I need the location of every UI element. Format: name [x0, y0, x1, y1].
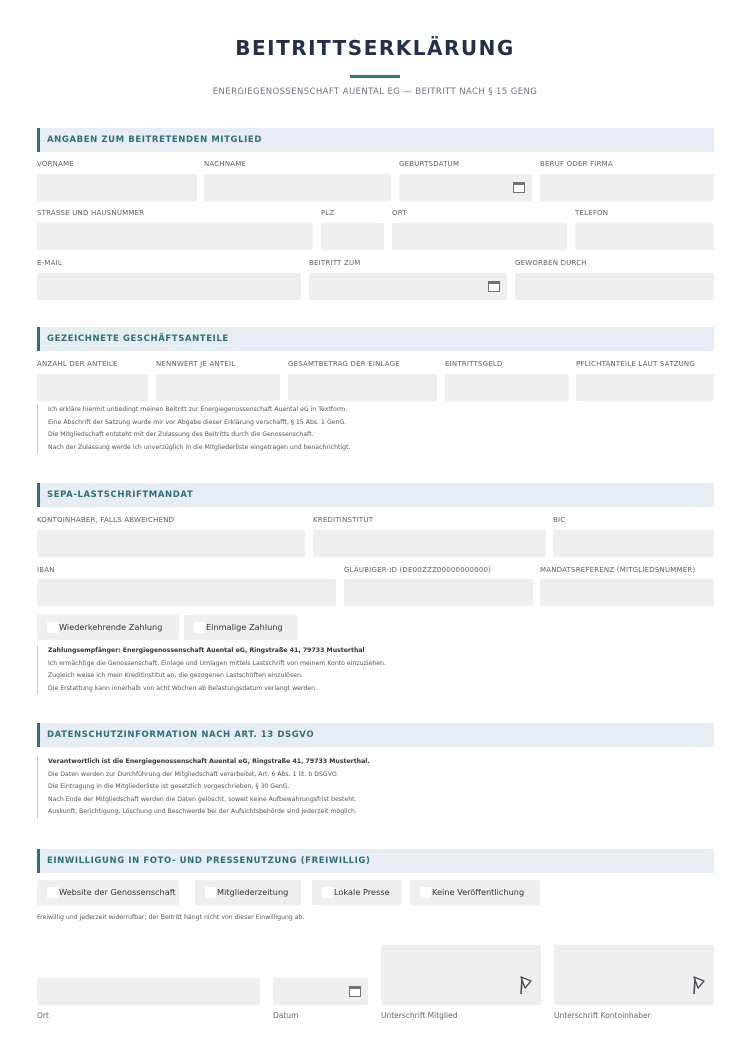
bic-label: BIC [553, 516, 566, 524]
nennwert-label: NENNWERT JE ANTEIL [156, 360, 236, 368]
recurring-payment-label: Wiederkehrende Zahlung [59, 622, 163, 632]
consent-website-checkbox[interactable] [37, 880, 179, 905]
calendar-icon[interactable] [488, 281, 500, 292]
nachname-label: NACHNAME [204, 160, 247, 168]
strasse-label: STRASSE UND HAUSNUMMER [37, 209, 145, 217]
privacy-notes [37, 756, 370, 819]
vorname-field[interactable] [37, 174, 197, 201]
section-consent-title: EINWILLIGUNG IN FOTO- UND PRESSENUTZUNG (FREIWILLIG) [47, 856, 371, 866]
geburtsdatum-label: GEBURTSDATUM [399, 160, 460, 168]
kreditinstitut-field[interactable] [313, 530, 546, 557]
beitritt-zum-field[interactable] [309, 273, 507, 300]
shares-note: Eine Abschrift der Satzung wurde mir vor Abgabe dieser Erklärung verschafft, § 15 Abs. 1 GenG. [48, 418, 347, 426]
mandatsreferenz-label: MANDATSREFERENZ (MITGLIEDSNUMMER) [540, 566, 696, 574]
gesamt-label: GESAMTBETRAG DER EINLAGE [288, 360, 400, 368]
kontoinhaber-label: KONTOINHABER, FALLS ABWEICHEND [37, 516, 175, 524]
datum-caption: Datum [273, 1011, 299, 1020]
signature-member-pad[interactable] [381, 945, 541, 1005]
beitritt-zum-label: BEITRITT ZUM [309, 259, 361, 267]
gesamt-field[interactable] [288, 374, 437, 401]
section-sepa-heading [37, 483, 714, 507]
page-title: BEITRITTSERKLÄRUNG [235, 36, 515, 60]
iban-field[interactable] [37, 579, 336, 606]
bic-field[interactable] [553, 530, 714, 557]
consent-none-checkbox[interactable] [410, 880, 540, 905]
beruf-field[interactable] [540, 174, 714, 201]
consent-none-label: Keine Veröffentlichung [432, 887, 525, 897]
pen-icon [519, 975, 533, 995]
consent-press-checkbox[interactable] [312, 880, 402, 905]
section-privacy-title: DATENSCHUTZINFORMATION NACH ART. 13 DSGVO [47, 730, 315, 740]
kreditinstitut-label: KREDITINSTITUT [313, 516, 374, 524]
signature-holder-pad[interactable] [554, 945, 714, 1005]
ort-caption: Ort [37, 1011, 49, 1020]
checkbox-box[interactable] [420, 887, 431, 898]
consent-newsletter-checkbox[interactable] [195, 880, 301, 905]
email-label: E-MAIL [37, 259, 62, 267]
checkbox-box[interactable] [47, 622, 58, 633]
ort-label: ORT [392, 209, 407, 217]
shares-note: Nach der Zulassung werde ich unverzüglich in die Mitgliederliste eingetragen und benachrichtigt. [48, 443, 351, 451]
signature-holder-caption: Unterschrift Kontoinhaber [554, 1011, 651, 1020]
sepa-note: Zugleich weise ich mein Kreditinstitut an, die gezogenen Lastschriften einzulösen. [48, 672, 303, 680]
pen-icon [692, 975, 706, 995]
sepa-note: Ich ermächtige die Genossenschaft, Einlage und Umlagen mittels Lastschrift von meinem Konto einzuziehen. [48, 659, 386, 667]
shares-note: Ich erkläre hiermit unbedingt meinen Beitritt zur Energiegenossenschaft Auental eG in Textform. [48, 406, 348, 413]
consent-newsletter-label: Mitgliederzeitung [217, 887, 289, 897]
plz-field[interactable] [321, 223, 384, 250]
section-consent-heading [37, 849, 714, 873]
privacy-note: Die Eintragung in die Mitgliederliste ist gesetzlich vorgeschrieben, § 30 GenG. [48, 783, 290, 791]
anzahl-field[interactable] [37, 374, 148, 401]
nachname-field[interactable] [204, 174, 391, 201]
telefon-label: TELEFON [575, 209, 609, 217]
telefon-field[interactable] [575, 223, 714, 250]
vorname-label: VORNAME [37, 160, 74, 168]
geworben-field[interactable] [515, 273, 714, 300]
mandatsreferenz-field[interactable] [540, 579, 714, 606]
pflicht-field[interactable] [576, 374, 714, 401]
section-privacy-heading [37, 723, 714, 747]
page-subtitle: ENERGIEGENOSSENSCHAFT AUENTAL EG — BEITRITT NACH § 15 GENG [212, 87, 538, 97]
shares-note: Die Mitgliedschaft entsteht mit der Zulassung des Beitritts durch die Genossenschaft. [48, 431, 314, 439]
title-underline [350, 75, 400, 78]
recurring-payment-checkbox[interactable] [37, 615, 179, 640]
privacy-lead: Verantwortlich ist die Energiegenossenschaft Auental eG, Ringstraße 41, 79733 Musterthal. [48, 758, 370, 765]
sepa-payee: Zahlungsempfänger: Energiegenossenschaft Auental eG, Ringstraße 41, 79733 Musterthal [48, 647, 365, 654]
calendar-icon[interactable] [513, 182, 525, 193]
signature-member-caption: Unterschrift Mitglied [381, 1011, 458, 1020]
consent-website-label: Website der Genossenschaft [59, 887, 176, 897]
checkbox-box[interactable] [322, 887, 333, 898]
consent-fine-print: Freiwillig und jederzeit widerrufbar; der Beitritt hängt nicht von dieser Einwilligung ab. [37, 914, 305, 921]
checkbox-box[interactable] [194, 622, 205, 633]
sepa-notes [37, 645, 386, 695]
kontoinhaber-field[interactable] [37, 530, 305, 557]
ort-field[interactable] [392, 223, 567, 250]
geburtsdatum-field[interactable] [399, 174, 532, 201]
plz-label: PLZ [321, 209, 335, 217]
checkbox-box[interactable] [47, 887, 58, 898]
privacy-note: Nach Ende der Mitgliedschaft werden die Daten gelöscht, soweit keine Aufbewahrungsfrist besteht. [48, 795, 357, 803]
email-field[interactable] [37, 273, 301, 300]
calendar-icon[interactable] [349, 986, 361, 997]
pflicht-label: PFLICHTANTEILE LAUT SATZUNG [576, 360, 695, 368]
checkbox-box[interactable] [205, 887, 216, 898]
section-member-heading [37, 128, 714, 152]
geworben-label: GEWORBEN DURCH [515, 259, 587, 267]
ort-signature-field[interactable] [37, 978, 260, 1005]
strasse-field[interactable] [37, 223, 313, 250]
privacy-note: Die Daten werden zur Durchführung der Mitgliedschaft verarbeitet, Art. 6 Abs. 1 lit. b DSGVO. [48, 770, 339, 778]
datum-signature-field[interactable] [273, 978, 368, 1005]
section-shares-title: GEZEICHNETE GESCHÄFTSANTEILE [47, 334, 229, 344]
section-member-title: ANGABEN ZUM BEITRETENDEN MITGLIED [47, 135, 262, 145]
eintrittsgeld-field[interactable] [445, 374, 569, 401]
single-payment-checkbox[interactable] [184, 615, 298, 640]
glaeubiger-label: GLÄUBIGER-ID (DE00ZZZ00000000000) [344, 566, 492, 574]
anzahl-label: ANZAHL DER ANTEILE [37, 360, 118, 368]
iban-label: IBAN [37, 566, 55, 574]
single-payment-label: Einmalige Zahlung [206, 622, 283, 632]
section-sepa-title: SEPA-LASTSCHRIFTMANDAT [47, 490, 194, 500]
nennwert-field[interactable] [156, 374, 280, 401]
privacy-note: Auskunft, Berichtigung, Löschung und Beschwerde bei der Aufsichtsbehörde sind jederzeit möglich. [48, 808, 357, 816]
glaeubiger-field[interactable] [344, 579, 533, 606]
sepa-note: Die Erstattung kann innerhalb von acht Wochen ab Belastungsdatum verlangt werden. [48, 684, 317, 692]
beruf-label: BERUF ODER FIRMA [540, 160, 613, 168]
shares-notes [37, 404, 350, 454]
eintrittsgeld-label: EINTRITTSGELD [445, 360, 503, 368]
consent-press-label: Lokale Presse [334, 887, 390, 897]
section-shares-heading [37, 327, 714, 351]
